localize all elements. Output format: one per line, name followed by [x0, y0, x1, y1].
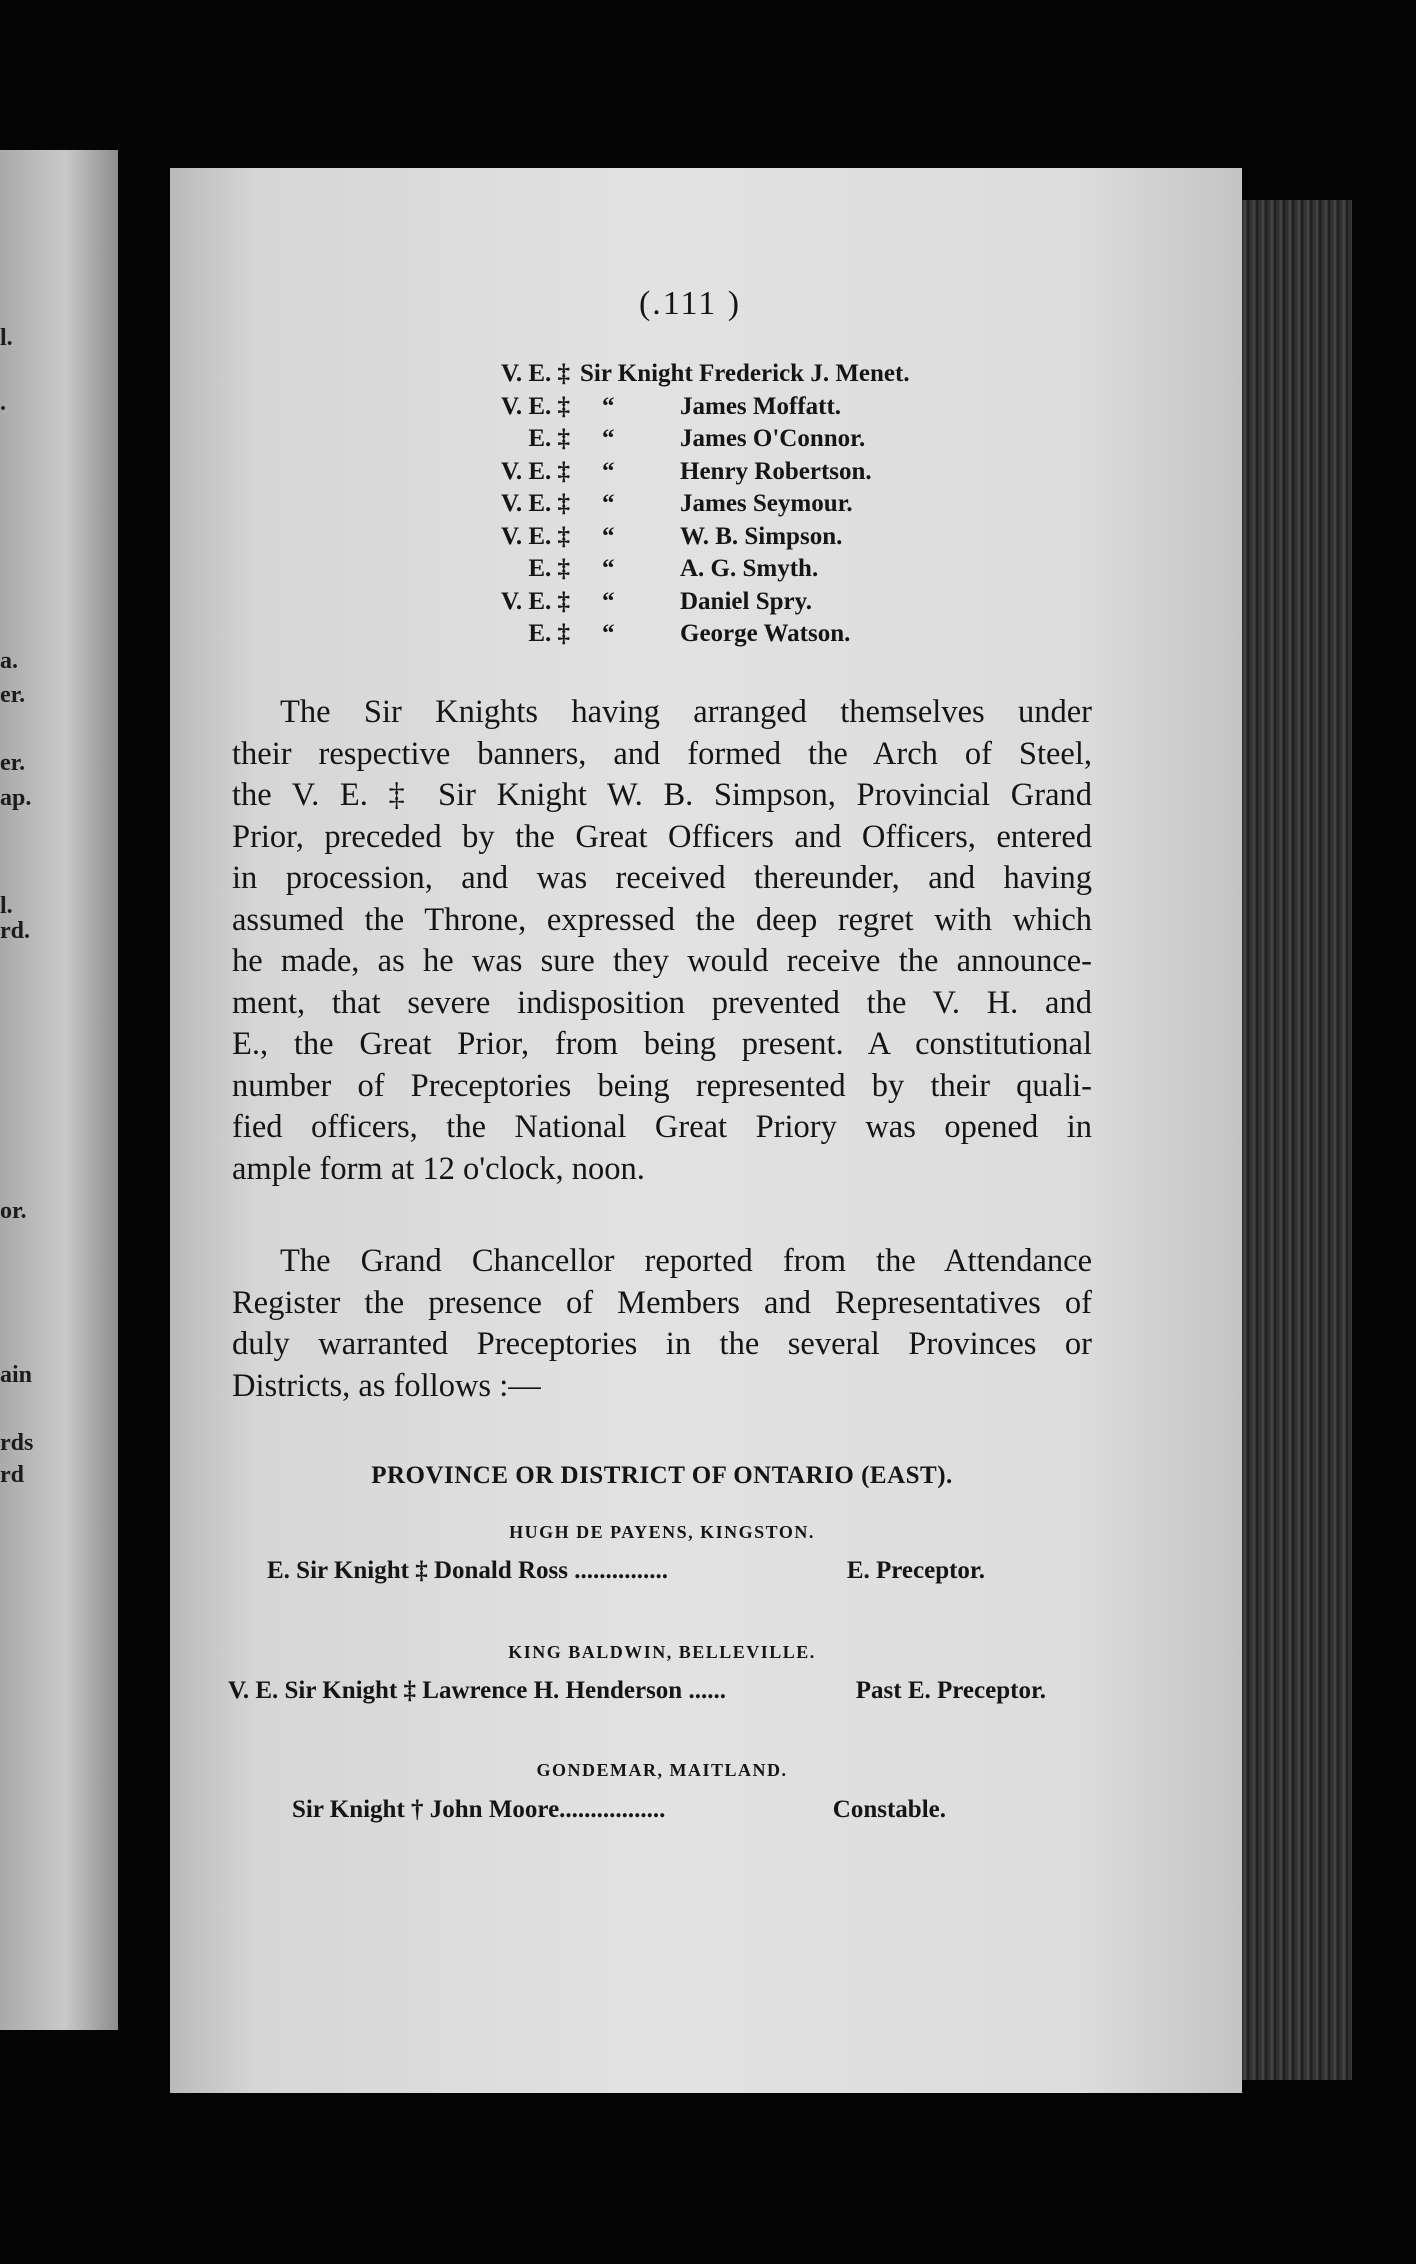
text-line: he made, as he was sure they would receive the announce- [232, 943, 1092, 979]
facing-page-text: l. [0, 325, 13, 351]
roster-row [430, 490, 990, 523]
ditto-mark: “ [602, 457, 615, 485]
member-title: Constable. [832, 1796, 946, 1823]
knight-roster [430, 360, 990, 653]
roster-row [430, 588, 990, 621]
preceptory-entry [292, 1796, 946, 1824]
text-line: Districts, as follows :— [232, 1367, 541, 1404]
preceptory-entry [228, 1677, 1046, 1705]
member-title: E. Preceptor. [846, 1557, 985, 1584]
member-title: Past E. Preceptor. [855, 1677, 1046, 1704]
roster-row [430, 458, 990, 491]
facing-page-text: . [0, 390, 6, 416]
facing-page-text: ain [0, 1362, 33, 1388]
knight-name: James O'Connor. [680, 425, 866, 452]
knight-name: A. G. Smyth. [680, 555, 819, 582]
province-heading: PROVINCE OR DISTRICT OF ONTARIO (EAST). [371, 1462, 953, 1489]
rank-label: V. E. ‡ [500, 522, 570, 550]
attendance-paragraph [232, 1241, 1092, 1407]
facing-page-text: er. [0, 750, 26, 776]
page-edges [1242, 200, 1352, 2080]
roster-row [430, 523, 990, 556]
roster-row [430, 393, 990, 426]
facing-page-text: ap. [0, 785, 32, 811]
facing-page-text: or. [0, 1198, 27, 1224]
rank-label: E. ‡ [528, 555, 570, 582]
facing-page-text: rd. [0, 918, 30, 944]
ditto-mark: “ [602, 392, 615, 420]
knight-name: Henry Robertson. [680, 457, 872, 485]
text-line: duly warranted Preceptories in the several Provinces or [232, 1326, 1092, 1362]
roster-row [430, 425, 990, 458]
knight-name: James Moffatt. [680, 392, 842, 420]
rank-label: V. E. ‡ [500, 457, 570, 485]
text-line: number of Preceptories being represented by their quali- [232, 1067, 1092, 1104]
roster-row [430, 360, 990, 393]
rank-label: V. E. ‡ [500, 360, 570, 387]
facing-page-text: l. [0, 893, 13, 919]
text-line: E., the Great Prior, from being present. A constitutional [232, 1026, 1092, 1062]
rank-label: E. ‡ [528, 425, 570, 452]
ditto-mark: “ [602, 555, 615, 582]
knight-name: George Watson. [680, 620, 851, 647]
facing-page-fragment [0, 150, 118, 2030]
rank-label: V. E. ‡ [500, 490, 570, 517]
facing-page-text: a. [0, 648, 18, 674]
facing-page-text: rds [0, 1430, 34, 1456]
text-line: Prior, preceded by the Great Officers and Officers, entered [232, 818, 1092, 855]
text-line: the V. E. ‡ Sir Knight W. B. Simpson, Provincial Grand [232, 777, 1092, 813]
text-line: their respective banners, and formed the Arch of Steel, [232, 735, 1092, 772]
text-line: in procession, and was received thereunder, and having [232, 860, 1092, 896]
knight-name: W. B. Simpson. [680, 522, 843, 550]
ditto-mark: “ [602, 425, 615, 452]
roster-row [430, 620, 990, 653]
knight-name: Daniel Spry. [680, 587, 812, 615]
procession-paragraph [232, 692, 1092, 1190]
rank-label: V. E. ‡ [500, 392, 570, 420]
knight-name: Sir Knight Frederick J. Menet. [580, 360, 910, 387]
preceptory-entry [267, 1557, 985, 1585]
preceptory-heading: GONDEMAR, MAITLAND. [536, 1760, 788, 1780]
ditto-mark: “ [602, 587, 615, 615]
text-line: ment, that severe indisposition prevented the V. H. and [232, 984, 1092, 1021]
page-number: (.111 ) [638, 285, 742, 322]
text-line: The Sir Knights having arranged themselves under [280, 694, 1092, 730]
knight-name: James Seymour. [680, 490, 853, 517]
member-name: E. Sir Knight ‡ Donald Ross ............... [267, 1557, 669, 1584]
text-line: Register the presence of Members and Representatives of [232, 1284, 1092, 1321]
text-line: assumed the Throne, expressed the deep regret with which [232, 901, 1092, 938]
rank-label: V. E. ‡ [500, 587, 570, 615]
ditto-mark: “ [602, 490, 615, 517]
rank-label: E. ‡ [528, 620, 570, 647]
member-name: V. E. Sir Knight ‡ Lawrence H. Henderson ...... [228, 1677, 726, 1704]
facing-page-text: rd [0, 1462, 24, 1488]
text-line: fied officers, the National Great Priory was opened in [232, 1109, 1092, 1145]
ditto-mark: “ [602, 620, 615, 647]
member-name: Sir Knight † John Moore................. [292, 1796, 666, 1823]
preceptory-heading: HUGH DE PAYENS, KINGSTON. [509, 1522, 815, 1542]
text-line: ample form at 12 o'clock, noon. [232, 1150, 645, 1187]
roster-row [430, 555, 990, 588]
facing-page-text: er. [0, 682, 26, 708]
text-line: The Grand Chancellor reported from the Attendance [280, 1243, 1092, 1279]
preceptory-heading: KING BALDWIN, BELLEVILLE. [508, 1642, 816, 1662]
ditto-mark: “ [602, 522, 615, 550]
